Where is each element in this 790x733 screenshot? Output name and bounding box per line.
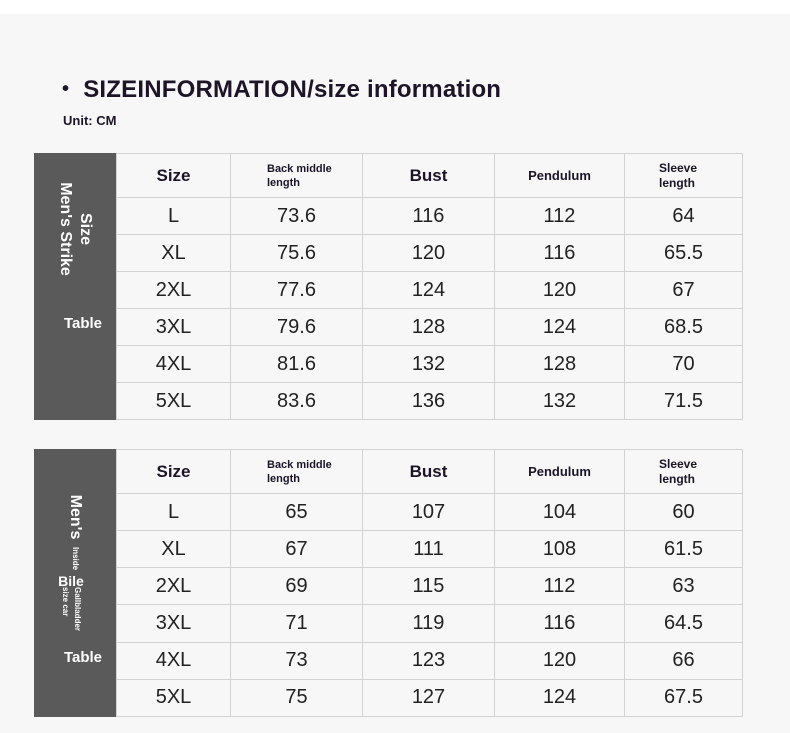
cell-back-middle-length: 71 (231, 605, 363, 642)
table-1-grid (116, 153, 743, 420)
cell-pendulum: 132 (495, 383, 625, 420)
col-header-pendulum: Pendulum (495, 450, 625, 494)
cell-pendulum: 104 (495, 494, 625, 531)
top-band (0, 0, 790, 14)
table-row (117, 198, 743, 235)
cell-sleeve-length: 67 (625, 272, 743, 309)
table-row (117, 383, 743, 420)
size-table-1 (34, 153, 742, 420)
cell-bust: 132 (363, 346, 495, 383)
cell-sleeve-length: 61.5 (625, 531, 743, 568)
table-row (117, 531, 743, 568)
cell-bust: 116 (363, 198, 495, 235)
cell-size: 3XL (117, 309, 231, 346)
cell-size: 2XL (117, 272, 231, 309)
cell-bust: 128 (363, 309, 495, 346)
cell-bust: 111 (363, 531, 495, 568)
table-row (117, 642, 743, 679)
cell-bust: 107 (363, 494, 495, 531)
header-row (117, 450, 743, 494)
table-row (117, 679, 743, 716)
cell-size: L (117, 198, 231, 235)
table-row (117, 309, 743, 346)
cell-sleeve-length: 68.5 (625, 309, 743, 346)
cell-pendulum: 128 (495, 346, 625, 383)
table-1-side-line3: Table (63, 315, 103, 332)
cell-bust: 124 (363, 272, 495, 309)
cell-back-middle-length: 75 (231, 679, 363, 716)
unit-label: Unit: CM (63, 113, 117, 128)
header-row (117, 154, 743, 198)
cell-sleeve-length: 64 (625, 198, 743, 235)
cell-sleeve-length: 71.5 (625, 383, 743, 420)
cell-pendulum: 116 (495, 235, 625, 272)
table-1-side-title (55, 182, 95, 276)
cell-size: 2XL (117, 568, 231, 605)
cell-bust: 123 (363, 642, 495, 679)
cell-back-middle-length: 77.6 (231, 272, 363, 309)
cell-sleeve-length: 67.5 (625, 679, 743, 716)
cell-back-middle-length: 69 (231, 568, 363, 605)
table-2-sidebar (34, 449, 116, 717)
cell-pendulum: 112 (495, 568, 625, 605)
table-row (117, 272, 743, 309)
table-row (117, 568, 743, 605)
cell-sleeve-length: 70 (625, 346, 743, 383)
cell-size: XL (117, 531, 231, 568)
col-header-size: Size (117, 450, 231, 494)
col-header-pendulum: Pendulum (495, 154, 625, 198)
table-2-side-line2: Bile (58, 573, 84, 589)
cell-back-middle-length: 81.6 (231, 346, 363, 383)
cell-back-middle-length: 83.6 (231, 383, 363, 420)
table-row (117, 605, 743, 642)
size-table-2 (34, 449, 742, 717)
table-row (117, 346, 743, 383)
table-2-side-line1-wrap (65, 495, 85, 540)
bullet-icon: • (62, 78, 70, 100)
cell-pendulum: 124 (495, 309, 625, 346)
cell-back-middle-length: 73 (231, 642, 363, 679)
table-1-sidebar (34, 153, 116, 420)
cell-pendulum: 120 (495, 642, 625, 679)
cell-sleeve-length: 66 (625, 642, 743, 679)
cell-bust: 127 (363, 679, 495, 716)
cell-back-middle-length: 75.6 (231, 235, 363, 272)
cell-bust: 115 (363, 568, 495, 605)
cell-size: 4XL (117, 642, 231, 679)
page-title (62, 76, 501, 104)
table-1-side-line1: Size (77, 212, 94, 245)
table-2-side-small3: size car (61, 587, 70, 617)
cell-size: L (117, 494, 231, 531)
cell-pendulum: 116 (495, 605, 625, 642)
table-2-side-small2: Gallbladder (73, 587, 82, 632)
table-1-side-line2: Men's Strike (57, 182, 74, 276)
col-header-sleeve-length: Sleeve length (625, 154, 743, 198)
cell-size: 4XL (117, 346, 231, 383)
cell-back-middle-length: 65 (231, 494, 363, 531)
col-header-bust: Bust (363, 154, 495, 198)
col-header-back-middle-length: Back middle length (231, 154, 363, 198)
col-header-sleeve-length: Sleeve length (625, 450, 743, 494)
cell-sleeve-length: 60 (625, 494, 743, 531)
cell-back-middle-length: 79.6 (231, 309, 363, 346)
col-header-back-middle-length: Back middle length (231, 450, 363, 494)
table-row (117, 235, 743, 272)
cell-pendulum: 120 (495, 272, 625, 309)
cell-size: 5XL (117, 383, 231, 420)
cell-size: 5XL (117, 679, 231, 716)
cell-pendulum: 108 (495, 531, 625, 568)
cell-sleeve-length: 65.5 (625, 235, 743, 272)
cell-bust: 120 (363, 235, 495, 272)
cell-pendulum: 112 (495, 198, 625, 235)
table-2-side-line1: Men's (67, 494, 84, 540)
cell-sleeve-length: 63 (625, 568, 743, 605)
table-2-side-small1: Inside (71, 547, 80, 571)
cell-bust: 136 (363, 383, 495, 420)
title-text: SIZEINFORMATION/size information (83, 76, 502, 103)
cell-pendulum: 124 (495, 679, 625, 716)
table-2-grid (116, 449, 743, 717)
cell-bust: 119 (363, 605, 495, 642)
col-header-bust: Bust (363, 450, 495, 494)
cell-size: XL (117, 235, 231, 272)
cell-sleeve-length: 64.5 (625, 605, 743, 642)
cell-back-middle-length: 67 (231, 531, 363, 568)
cell-back-middle-length: 73.6 (231, 198, 363, 235)
cell-size: 3XL (117, 605, 231, 642)
table-2-side-line3: Table (63, 649, 103, 666)
col-header-size: Size (117, 154, 231, 198)
table-row (117, 494, 743, 531)
